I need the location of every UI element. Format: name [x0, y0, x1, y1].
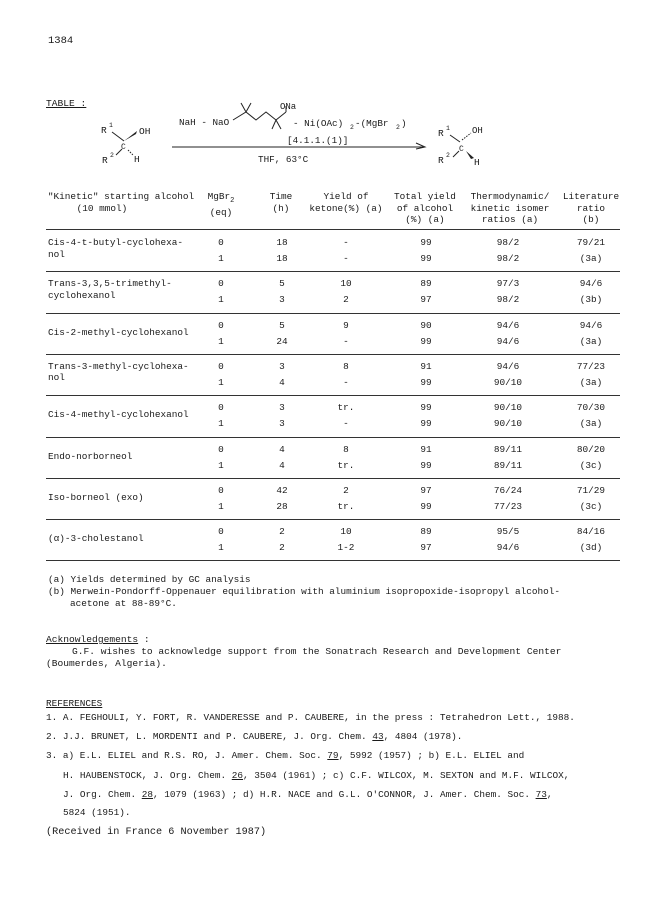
- table-cell: 3: [279, 360, 285, 372]
- starting-alcohol-structure: [101, 122, 150, 166]
- row-name-line1: Cis-4-methyl-cyclohexanol: [48, 409, 189, 421]
- header-rule: [46, 229, 620, 230]
- table-cell: (3a): [579, 253, 603, 264]
- table-cell: (3a): [579, 335, 603, 347]
- table-cell: 1: [218, 376, 224, 388]
- header-col3-line1: Time: [269, 191, 293, 202]
- table-cell: 10: [340, 278, 352, 290]
- reagent-block: [179, 102, 407, 146]
- header-col5-line1: Total yield: [394, 191, 456, 202]
- table-divider: [46, 560, 620, 561]
- right-r2-sup: 2: [446, 152, 450, 159]
- table-divider: [46, 313, 620, 314]
- left-r1-sup: 1: [109, 122, 113, 129]
- table-cell: 8: [343, 443, 349, 455]
- reference-3-line4: 5824 (1951).: [63, 807, 131, 818]
- table-cell: 99: [420, 459, 432, 471]
- table-cell: 97: [420, 484, 432, 496]
- footnote-b-line2: acetone at 88-89°C.: [70, 598, 177, 609]
- table-cell: 89: [420, 526, 432, 538]
- table-cell: (3a): [579, 376, 603, 388]
- table-row-name: [48, 451, 132, 463]
- header-col3-line2: (h): [272, 202, 290, 214]
- right-r1-sup: 1: [446, 125, 450, 132]
- table-cell: 5: [279, 319, 285, 331]
- table-cell: 1: [218, 542, 224, 554]
- reagent-top-left: NaH - NaO: [179, 117, 230, 128]
- table-row-name: [48, 361, 189, 384]
- header-isomer-ratio: [464, 191, 556, 226]
- product-alcohol-structure: [438, 125, 483, 168]
- table-cell: 98/2: [496, 237, 520, 248]
- table-row-name: [48, 327, 189, 339]
- row-name-line1: Endo-norborneol: [48, 450, 133, 462]
- table-cell: 1: [218, 294, 224, 306]
- table-cell: tr.: [337, 459, 355, 471]
- table-cell: 90/10: [493, 376, 523, 388]
- reagent-sub2: 2: [350, 124, 354, 131]
- table-cell: 0: [218, 278, 224, 290]
- row-name-line1: Trans-3,3,5-trimethyl-: [48, 278, 172, 290]
- table-cell: 4: [279, 459, 285, 471]
- header-col2-line1: MgBr$_2$: [207, 191, 235, 205]
- table-cell: 89/11: [493, 443, 523, 455]
- table-cell: (3d): [579, 542, 603, 554]
- right-r1: R: [438, 128, 444, 139]
- table-cell: 94/6: [496, 319, 520, 331]
- table-row-name: [48, 533, 144, 545]
- row-name-line1: Iso-borneol (exo): [48, 491, 144, 503]
- header-col1-line1: "Kinetic" starting alcohol: [47, 191, 195, 202]
- header-col4-line2: ketone(%) (a): [309, 202, 383, 214]
- table-cell: 71/29: [576, 484, 606, 496]
- header-col4-line1: Yield of: [323, 191, 369, 202]
- table-cell: 0: [218, 402, 224, 414]
- left-h: H: [134, 154, 140, 165]
- left-r2-sup: 2: [110, 152, 114, 159]
- table-cell: 0: [218, 319, 224, 331]
- table-cell: tr.: [337, 402, 355, 414]
- table-divider: [46, 478, 620, 479]
- reference-3-line2: H. HAUBENSTOCK, J. Org. Chem. 26, 3504 (1961) ; c) C.F. WILCOX, M. SEXTON and M.F. WILCOX,: [63, 770, 570, 781]
- reagent-mgbr: -(MgBr: [355, 118, 389, 129]
- table-cell: 90: [420, 319, 432, 331]
- table-cell: 99: [420, 402, 432, 414]
- table-cell: 0: [218, 526, 224, 538]
- reference-2: [46, 728, 462, 746]
- header-col2-line2: (eq): [209, 207, 233, 219]
- table-cell: 99: [420, 418, 432, 430]
- table-cell: 0: [218, 484, 224, 496]
- table-divider: [46, 395, 620, 396]
- table-cell: -: [343, 253, 349, 264]
- table-cell: 2: [343, 484, 349, 496]
- table-cell: 1-2: [337, 542, 355, 554]
- table-cell: 91: [420, 360, 432, 372]
- reagent-top-right: - Ni(OAc): [293, 118, 344, 129]
- header-literature-ratio: [560, 191, 622, 226]
- table-cell: (3b): [579, 294, 603, 306]
- table-cell: 97: [420, 294, 432, 306]
- reaction-scheme: [0, 0, 663, 175]
- table-cell: 18: [276, 237, 288, 248]
- table-cell: 89/11: [493, 459, 523, 471]
- table-cell: 94/6: [496, 360, 520, 372]
- table-cell: 2: [343, 294, 349, 306]
- table-cell: (3a): [579, 418, 603, 430]
- row-name-line1: Cis-4-t-butyl-cyclohexa-: [48, 237, 184, 248]
- table-cell: 99: [420, 253, 432, 264]
- table-cell: 2: [279, 526, 285, 538]
- reference-2-pages: , 4804 (1978).: [383, 731, 463, 742]
- acknowledgements-line1: G.F. wishes to acknowledge support from the Sonatrach Research and Development Center: [72, 646, 562, 657]
- table-cell: 1: [218, 418, 224, 430]
- reagent-close: ): [401, 118, 407, 129]
- table-cell: 99: [420, 237, 432, 248]
- reference-3-line1: 3. a) E.L. ELIEL and R.S. RO, J. Amer. Chem. Soc. 79, 5992 (1957) ; b) E.L. ELIEL and: [46, 750, 525, 761]
- row-name-line2: nol: [48, 248, 65, 260]
- table-row-name: [48, 492, 144, 504]
- table-cell: 94/6: [496, 542, 520, 554]
- reference-3-line3: J. Org. Chem. 28, 1079 (1963) ; d) H.R. NACE and G.L. O'CONNOR, J. Amer. Chem. Soc. 73,: [63, 789, 553, 800]
- header-total-yield: [386, 191, 464, 226]
- table-cell: 9: [343, 319, 349, 331]
- header-col7-line2: ratio: [576, 202, 606, 214]
- table-cell: 90/10: [493, 418, 523, 430]
- table-cell: 99: [420, 335, 432, 347]
- table-cell: 95/5: [496, 526, 520, 538]
- table-cell: tr.: [337, 500, 355, 512]
- reference-3b-volume: 26: [231, 770, 244, 781]
- table-cell: 97: [420, 542, 432, 554]
- table-cell: 94/6: [496, 335, 520, 347]
- footnote-b-line1: (b) Merwein-Pondorff-Oppenauer equilibration with aluminium isopropoxide-isopropyl alcohol-: [48, 586, 560, 597]
- acknowledgements-heading-text: Acknowledgements: [46, 634, 139, 645]
- row-name-line1: (α)-3-cholestanol: [48, 533, 144, 545]
- header-ketone-yield: [303, 191, 389, 214]
- table-cell: 1: [218, 335, 224, 347]
- reference-3d-volume: 73: [535, 789, 547, 800]
- table-cell: 76/24: [493, 484, 523, 496]
- header-col7-line1: Literature: [562, 191, 620, 202]
- acknowledgements-heading: [46, 634, 150, 645]
- row-name-line1: Cis-2-methyl-cyclohexanol: [48, 326, 189, 338]
- table-cell: 1: [218, 500, 224, 512]
- footnote-a: (a) Yields determined by GC analysis: [48, 574, 251, 585]
- reference-3c-volume: 28: [141, 789, 154, 800]
- table-cell: 24: [276, 335, 288, 347]
- right-c: C: [459, 145, 464, 154]
- table-cell: 99: [420, 500, 432, 512]
- table-cell: -: [343, 418, 349, 430]
- table-cell: 3: [279, 402, 285, 414]
- table-cell: 8: [343, 360, 349, 372]
- table-cell: 98/2: [496, 294, 520, 306]
- row-name-line2: nol: [48, 372, 65, 384]
- header-col1-line2: (10 mmol): [76, 202, 128, 214]
- table-row-name: [48, 237, 183, 260]
- page-number: 1384: [48, 35, 74, 47]
- header-time: [263, 191, 299, 214]
- table-cell: 4: [279, 376, 285, 388]
- header-mgbr2: [203, 191, 239, 219]
- table-cell: 98/2: [496, 253, 520, 264]
- table-cell: 4: [279, 443, 285, 455]
- table-cell: 97/3: [496, 278, 520, 290]
- table-cell: 28: [276, 500, 288, 512]
- left-r2: R: [102, 155, 108, 166]
- table-cell: 42: [276, 484, 288, 496]
- table-divider: [46, 271, 620, 272]
- table-cell: 5: [279, 278, 285, 290]
- reagent-skeleton: [233, 112, 286, 120]
- table-cell: 94/6: [579, 319, 603, 331]
- references-heading: [46, 698, 102, 709]
- header-col6-line1: Thermodynamic/: [470, 191, 550, 202]
- header-col6-line3: ratios (a): [481, 214, 539, 225]
- left-r1: R: [101, 125, 107, 136]
- references-heading-text: REFERENCES: [46, 698, 103, 709]
- row-name-line2: cyclohexanol: [48, 289, 116, 301]
- header-col5-line3: (%) (a): [405, 214, 445, 225]
- table-cell: 77/23: [493, 500, 523, 512]
- reference-3a-volume: 79: [327, 750, 339, 761]
- table-cell: 89: [420, 278, 432, 290]
- right-h: H: [474, 157, 480, 168]
- table-row-name: [48, 409, 189, 421]
- header-starting-alcohol: [46, 191, 196, 214]
- table-cell: 79/21: [576, 237, 606, 248]
- table-cell: 10: [340, 526, 352, 538]
- header-col7-line3: (b): [582, 214, 600, 225]
- table-cell: 0: [218, 237, 224, 248]
- received-date: (Received in France 6 November 1987): [46, 827, 267, 838]
- reagent-mgbr-sub: 2: [396, 124, 400, 131]
- table-cell: 94/6: [579, 278, 603, 290]
- table-cell: (3c): [579, 500, 603, 512]
- table-row-name: [48, 278, 172, 301]
- table-cell: 0: [218, 360, 224, 372]
- table-cell: 80/20: [576, 443, 606, 455]
- table-cell: 18: [276, 253, 288, 264]
- left-c: C: [121, 143, 126, 152]
- reagent-ona: ONa: [280, 102, 297, 112]
- table-cell: 3: [279, 418, 285, 430]
- acknowledgements-colon: :: [138, 634, 150, 645]
- row-name-line1: Trans-3-methyl-cyclohexa-: [48, 360, 189, 372]
- table-cell: 77/23: [576, 360, 606, 372]
- table-cell: 3: [279, 294, 285, 306]
- table-cell: 2: [279, 542, 285, 554]
- reaction-conditions: THF, 63°C: [258, 154, 309, 165]
- reagent-ratio: [4.1.1.(1)]: [287, 135, 349, 146]
- table-cell: -: [343, 237, 349, 248]
- table-divider: [46, 354, 620, 355]
- table-cell: (3c): [579, 459, 603, 471]
- table-cell: 91: [420, 443, 432, 455]
- table-label-text: TABLE :: [46, 98, 87, 109]
- reference-2-text: 2. J.J. BRUNET, L. MORDENTI and P. CAUBERE, J. Org. Chem.: [46, 731, 373, 742]
- right-oh: OH: [472, 126, 483, 136]
- table-cell: 0: [218, 443, 224, 455]
- table-cell: 84/16: [576, 526, 606, 538]
- table-cell: -: [343, 335, 349, 347]
- header-col6-line2: kinetic isomer: [470, 202, 550, 214]
- acknowledgements-line2: (Boumerdes, Algeria).: [46, 658, 167, 669]
- reference-2-volume: 43: [372, 731, 384, 742]
- left-oh: OH: [139, 126, 151, 137]
- table-divider: [46, 519, 620, 520]
- table-cell: -: [343, 376, 349, 388]
- table-cell: 70/30: [576, 402, 606, 414]
- table-cell: 1: [218, 459, 224, 471]
- table-cell: 1: [218, 253, 224, 264]
- header-col5-line2: of alcohol: [396, 202, 454, 214]
- table-cell: 90/10: [493, 402, 523, 414]
- table-divider: [46, 437, 620, 438]
- right-r2: R: [438, 155, 444, 166]
- table-cell: 99: [420, 376, 432, 388]
- reference-1: 1. A. FEGHOULI, Y. FORT, R. VANDERESSE and P. CAUBERE, in the press : Tetrahedron Lett., 1988.: [46, 712, 575, 723]
